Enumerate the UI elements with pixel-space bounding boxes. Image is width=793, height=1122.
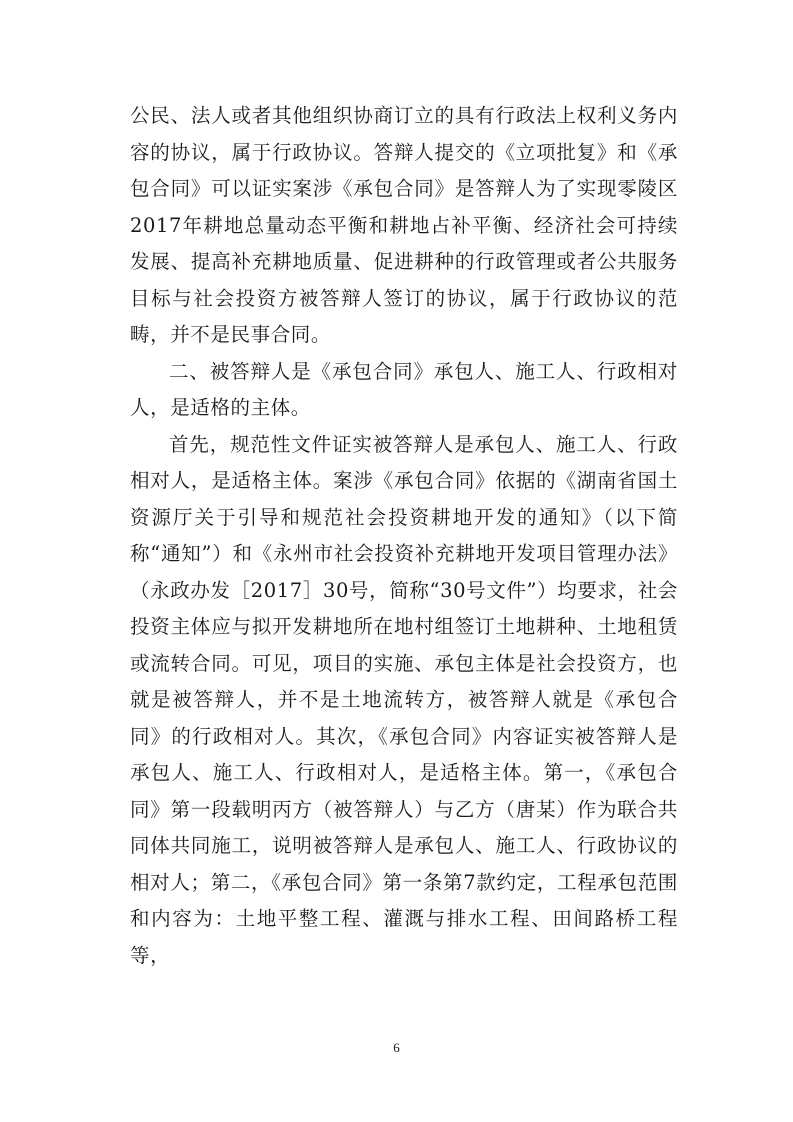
body-text (130, 98, 678, 974)
paragraph-body: 首先，规范性文件证实被答辩人是承包人、施工人、行政相对人，是适格主体。案涉《承包合同》依据的《湖南省国土资源厅关于引导和规范社会投资耕地开发的通知》（以下简称“通知”）和《永州市社会投资补充耕地开发项目管理办法》（永政办发［2017］30号，简称“30号文件”）均要求，社会投资主体应与拟开发耕地所在地村组签订土地耕种、土地租赁或流转合同。可见，项目的实施、承包主体是社会投资方，也就是被答辩人，并不是土地流转方，被答辩人就是《承包合同》的行政相对人。其次，《承包合同》内容证实被答辩人是承包人、施工人、行政相对人，是适格主体。第一，《承包合同》第一段载明丙方（被答辩人）与乙方（唐某）作为联合共同体共同施工，说明被答辩人是承包人、施工人、行政协议的相对人；第二，《承包合同》第一条第7款约定，工程承包范围和内容为：土地平整工程、灌溉与排水工程、田间路桥工程等， (130, 432, 678, 967)
paragraph-continuation: 公民、法人或者其他组织协商订立的具有行政法上权利义务内容的协议，属于行政协议。答辩人提交的《立项批复》和《承包合同》可以证实案涉《承包合同》是答辩人为了实现零陵区2017年耕地总量动态平衡和耕地占补平衡、经济社会可持续发展、提高补充耕地质量、促进耕种的行政管理或者公共服务目标与社会投资方被答辩人签订的协议，属于行政协议的范畴，并不是民事合同。 (130, 104, 678, 346)
page-number: 6 (393, 1040, 400, 1055)
paragraph-section-heading: 二、被答辩人是《承包合同》承包人、施工人、行政相对人，是适格的主体。 (130, 359, 678, 419)
